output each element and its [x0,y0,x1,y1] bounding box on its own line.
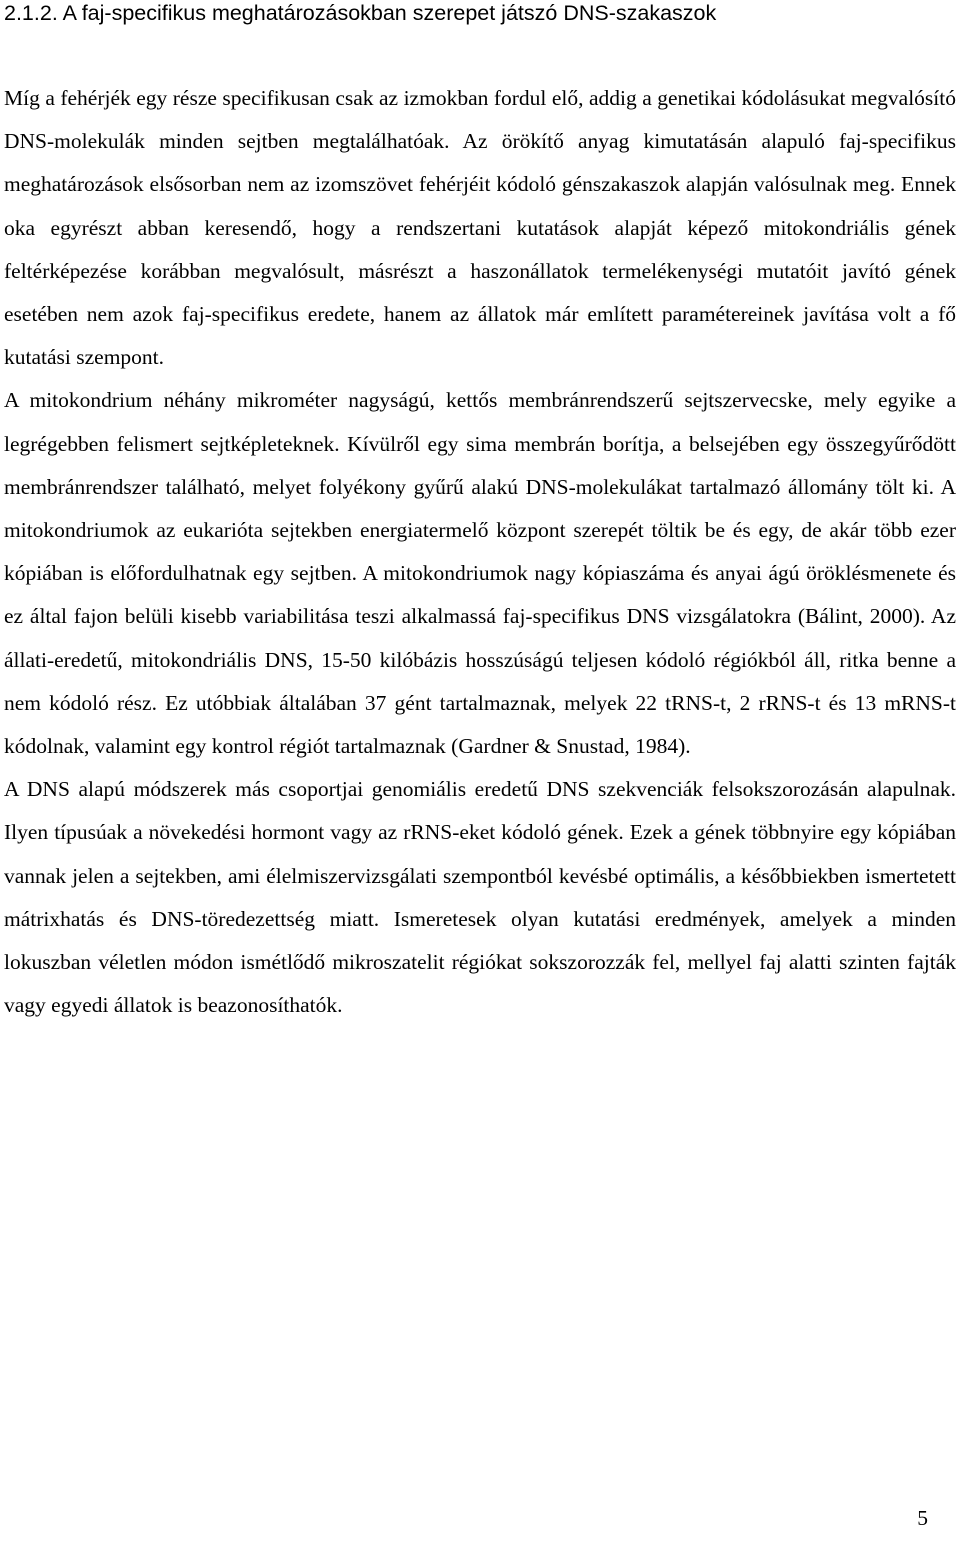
body-text [4,77,956,1027]
section-heading: 2.1.2. A faj-specifikus meghatározásokban szerepet játszó DNS-szakaszok [4,1,717,25]
paragraph-food-proteins-dna: Míg a fehérjék egy része specifikusan csak az izmokban fordul elő, addig a genetikai kódolásukat megvalósító DNS-molekulák minden sejtben megtalálhatóak. Az örökítő anyag kimutatásán alapuló faj-specifikus meghatározások elsősorban nem az izomszövet fehérjéit kódoló génszakaszok alapján valósulnak meg. Ennek oka egyrészt abban keresendő, hogy a rendszertani kutatások alapját képező mitokondriális gének feltérképezése korábban megvalósult, másrészt a haszonállatok termelékenységi mutatóit javító gének esetében nem azok faj-specifikus eredete, hanem az állatok már említett paramétereinek javítása volt a fő kutatási szempont. [4,86,956,370]
paragraph-genomic-dna-methods: A DNS alapú módszerek más csoportjai genomiális eredetű DNS szekvenciák felsokszorozásán alapulnak. Ilyen típusúak a növekedési hormont vagy az rRNS-eket kódoló gének. Ezek a gének többnyire egy kópiában vannak jelen a sejtekben, ami élelmiszervizsgálati szempontból kevésbé optimális, a későbbiekben ismertetett mátrixhatás és DNS-töredezettség miatt. Ismeretesek olyan kutatási eredmények, amelyek a minden lokuszban véletlen módon ismétlődő mikroszatelit régiókat sokszorozzák fel, mellyel faj alatti szinten fajták vagy egyedi állatok is beazonosíthatók. [4,777,956,1018]
paragraph-mitochondrium: A mitokondrium néhány mikrométer nagyságú, kettős membránrendszerű sejtszervecske, mely egyike a legrégebben felismert sejtképleteknek. Kívülről egy sima membrán borítja, a belsejében egy összegyűrődött membránrendszer található, melyet folyékony gyűrű alakú DNS-molekulákat tartalmazó állomány tölt ki. A mitokondriumok az eukarióta sejtekben energiatermelő központ szerepét töltik be és egy, de akár több ezer kópiában is előfordulhatnak egy sejtben. A mitokondriumok nagy kópiaszáma és anyai ágú öröklésmenete és ez által fajon belüli kisebb variabilitása teszi alkalmassá faj-specifikus DNS vizsgálatokra (Bálint, 2000). Az állati-eredetű, mitokondriális DNS, 15-50 kilóbázis hosszúságú teljesen kódoló régiókból áll, ritka benne a nem kódoló rész. Ez utóbbiak általában 37 gént tartalmaznak, melyek 22 tRNS-t, 2 rRNS-t és 13 mRNS-t kódolnak, valamint egy kontrol régiót tartalmaznak (Gardner & Snustad, 1984). [4,388,956,759]
page-number: 5 [917,1506,928,1530]
